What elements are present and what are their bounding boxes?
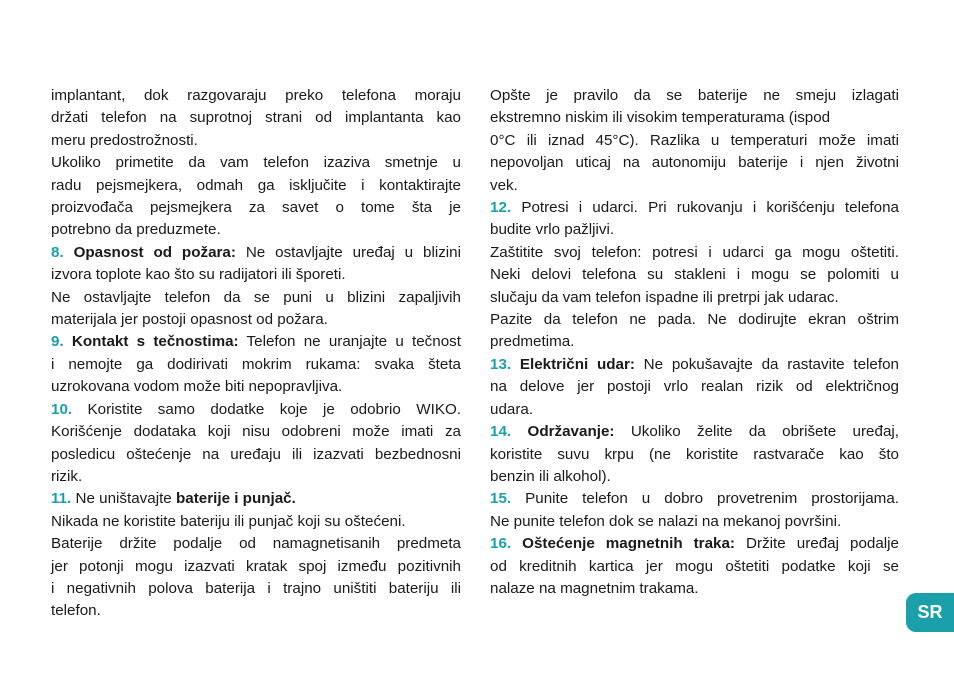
body-line: Ne ostavljajte telefon da se puni u blizini zapaljivih [51, 288, 461, 306]
section-text: Telefon ne uranjajte u tečnost [246, 333, 461, 351]
section-text: Ne uništavajte [75, 490, 172, 508]
body-line: izvora toplote kao što su radijatori ili šporeti. [51, 266, 346, 284]
section-title: Električni udar: [519, 355, 635, 373]
body-line: na delove jer postoji vrlo realan rizik od električnog [490, 378, 899, 396]
body-line: 0°C ili iznad 45°C). Razlika u temperaturi može imati [490, 131, 899, 149]
section-number: 14. [490, 423, 512, 441]
body-line: držati telefon na suprotnoj strani od implantanta kao [51, 109, 461, 127]
body-line: Pazite da telefon ne pada. Ne dodirujte ekran oštrim [490, 311, 899, 329]
body-line: posledicu oštećenje na uređaju ili izazvati bezbednosni [51, 445, 461, 463]
body-line: Zaštitite svoj telefon: potresi i udarci ga mogu oštetiti. [490, 243, 899, 261]
section-text: Ne pokušavajte da rastavite telefon [643, 355, 899, 373]
section-number: 11. [51, 490, 72, 508]
body-line: telefon. [51, 602, 101, 620]
section-number: 8. [51, 243, 64, 261]
body-line: radu pejsmejkera, odmah ga isključite i kontaktirajte [51, 176, 461, 194]
section-12-heading-line [490, 197, 899, 219]
section-title: Kontakt s tečnostima: [71, 333, 239, 351]
body-line: nepovoljan uticaj na autonomiju baterije i njen životni [490, 154, 899, 172]
section-text: Držite uređaj podalje [746, 535, 899, 553]
body-line: Ukoliko primetite da vam telefon izaziva smetnje u [51, 154, 461, 172]
body-line: i nemojte ga dodirivati mokrim rukama: svaka šteta [51, 355, 461, 373]
body-line: vek. [490, 176, 518, 194]
body-line: koristite suvu krpu (ne koristite rastvarače kao što [490, 445, 899, 463]
section-title: Opasnost od požara: [73, 243, 236, 261]
body-line: i negativnih polova baterija i trajno uništiti bateriju ili [51, 579, 461, 597]
body-line: meru predostrožnosti. [51, 131, 198, 149]
body-line: implantant, dok razgovaraju preko telefona moraju [51, 87, 461, 104]
body-line: udara. [490, 400, 534, 418]
section-11-heading-line [51, 488, 461, 510]
section-13-heading-line [490, 354, 899, 376]
section-title: baterije i punjač. [176, 490, 296, 508]
section-number: 10. [51, 400, 73, 418]
body-line: rizik. [51, 467, 83, 485]
right-column [490, 85, 899, 600]
body-line: jer potonji mogu izazvati kratak spoj između pozitivnih [51, 557, 461, 575]
section-title: Održavanje: [527, 423, 615, 441]
body-line: budite vrlo pažljivi. [490, 221, 615, 239]
body-line: nalaze na magnetnim trakama. [490, 579, 699, 597]
body-line: od kreditnih kartica jer mogu oštetiti podatke koji se [490, 557, 899, 575]
body-line: proizvođača pejsmejkera za savet o tome šta je [51, 199, 461, 217]
body-line: Ne punite telefon dok se nalazi na mekanoj površini. [490, 512, 842, 530]
section-10-heading-line [51, 399, 461, 421]
section-text: Koristite samo dodatke koje je odobrio WIKO. [87, 400, 461, 418]
section-number: 15. [490, 490, 512, 508]
section-text: Ukoliko želite da obrišete uređaj, [630, 423, 899, 441]
body-line: Korišćenje dodataka koji nisu odobreni može imati za [51, 423, 461, 441]
section-14-heading-line [490, 421, 899, 443]
section-number: 9. [51, 333, 64, 351]
body-line: Neki delovi telefona su stakleni i mogu se polomiti u [490, 266, 899, 284]
body-line: predmetima. [490, 333, 575, 351]
section-8-heading-line [51, 242, 461, 264]
language-tab: SR [906, 593, 954, 632]
section-text: Punite telefon u dobro provetrenim prostorijama. [525, 490, 899, 508]
body-line: potrebno da preduzmete. [51, 221, 221, 239]
section-text: Potresi i udarci. Pri rukovanju i korišćenju telefona [521, 199, 899, 217]
section-number: 16. [490, 535, 512, 553]
section-number: 12. [490, 199, 512, 217]
body-line: Opšte je pravilo da se baterije ne smeju izlagati [490, 87, 899, 104]
left-column [51, 85, 461, 623]
body-line: materijala jer postoji opasnost od požara. [51, 311, 328, 329]
body-line: Baterije držite podalje od namagnetisanih predmeta [51, 535, 461, 553]
body-line: slučaju da vam telefon ispadne ili pretrpi jak udarac. [490, 288, 839, 306]
section-15-heading-line [490, 488, 899, 510]
section-title: Oštećenje magnetnih traka: [522, 535, 735, 553]
body-line: Nikada ne koristite bateriju ili punjač koji su oštećeni. [51, 512, 406, 530]
body-line: ekstremno niskim ili visokim temperaturama (ispod [490, 109, 831, 127]
section-text: Ne ostavljajte uređaj u blizini [245, 243, 461, 261]
section-number: 13. [490, 355, 512, 373]
section-16-heading-line [490, 533, 899, 555]
body-line: benzin ili alkohol). [490, 467, 611, 485]
section-9-heading-line [51, 331, 461, 353]
body-line: uzrokovana vodom može biti nepopravljiva. [51, 378, 343, 396]
